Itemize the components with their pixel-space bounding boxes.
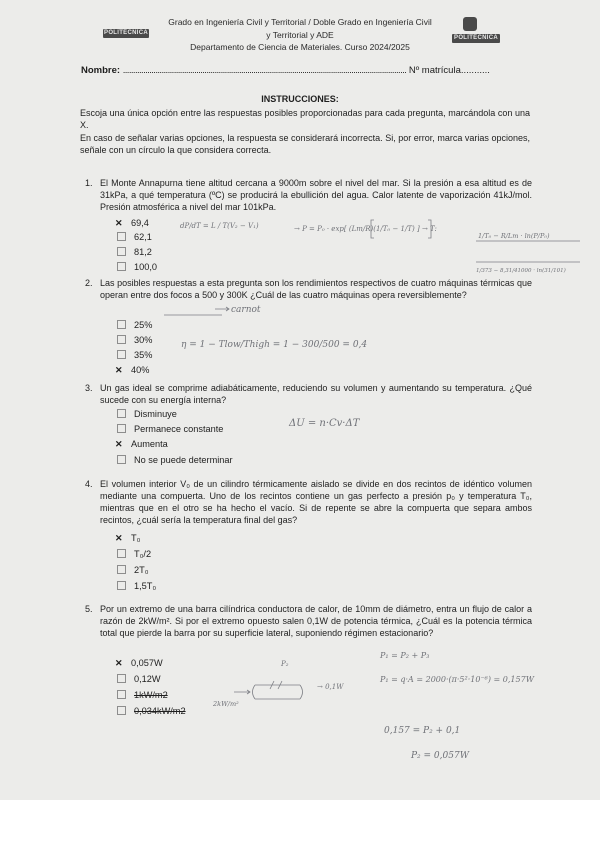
option-label: 81,2 [134, 247, 152, 257]
option-label: Disminuye [134, 409, 177, 419]
student-id-label: Nº matrícula [408, 65, 461, 76]
option-label: 62,1 [134, 232, 152, 242]
instructions-title: INSTRUCCIONES: [261, 94, 339, 104]
question-text: Un gas ideal se comprime adiabáticamente, reduciendo su volumen y aumentando su temperatura. ¿Qué sucede con su energía interna? [100, 383, 532, 405]
handwritten-pressure-exp: → P = P₀ · exp[ (Lm/R)(1/T₀ − 1/T) ] → T: [294, 225, 437, 233]
page-bottom-margin [0, 800, 600, 848]
handwritten-inverse-temperature: 1/T₀ − R/Lm · ln(P/P₀) [478, 232, 550, 240]
answer-mark: ✕ [115, 365, 123, 375]
handwritten-power-out: → 0,1W [317, 683, 344, 691]
option-label: 25% [134, 320, 153, 330]
handwritten-power-balance: P₁ = P₂ + P₃ [380, 651, 430, 660]
option-label: 2T₀ [134, 565, 149, 575]
answer-mark: ✕ [115, 533, 123, 543]
option-label: Aumenta [131, 439, 168, 449]
handwritten-internal-energy: ΔU = n·Cv·ΔT [289, 418, 360, 429]
option-label: T₀/2 [134, 549, 152, 559]
university-logo-left: POLITÉCNICA [104, 30, 148, 36]
question-number: 4. [85, 479, 93, 489]
university-logo-right: POLITÉCNICA [452, 34, 500, 43]
handwritten-result: P₂ = 0,057W [411, 751, 469, 761]
handwritten-power-in: P₁ = q·A = 2000·(π·5²·10⁻⁶) = 0,157W [380, 675, 534, 684]
option-label: 0,12W [134, 674, 161, 684]
handwritten-p2-label: P₂ [281, 660, 289, 668]
student-id-field[interactable]: ........... [460, 65, 490, 76]
question-text: El Monte Annapurna tiene altitud cercana a 9000m sobre el nivel del mar. Si la presión a esa altitud es de 31kPa, a qué temperatura (ºC) se producirá la ebullición del agua. Calor latente de vaporización 41kJ/mol. Presión atmosférica a nivel del mar 101kPa. [100, 178, 532, 212]
option-label: Permanece constante [134, 424, 224, 434]
handwritten-clausius-clapeyron: dP/dT = L / T(V₂ − V₁) [180, 222, 259, 230]
bar-sketch [253, 685, 303, 699]
question-text: Las posibles respuestas a esta pregunta son los rendimientos respectivos de cuatro máquinas térmicas que operan entre dos focos a 500 y 300K ¿Cuál de las cuatro máquinas opera reversiblemente? [100, 278, 532, 300]
name-field[interactable]: ........................................................................................................................................... [122, 65, 407, 76]
question-number: 1. [85, 178, 93, 188]
handwritten-substitution: 1/373 − 8,31/41000 · ln(31/101) [476, 268, 566, 274]
handwritten-efficiency: η = 1 − Tlow/Thigh = 1 − 300/500 = 0,4 [181, 340, 368, 350]
option-label: 1kW/m2 [134, 690, 168, 700]
option-label: 0,057W [131, 658, 163, 668]
header-line-2: y Territorial y ADE [266, 30, 334, 40]
bracket-left [371, 220, 374, 238]
option-label: 69,4 [131, 218, 149, 228]
name-label: Nombre: [81, 65, 121, 76]
arrow-carnot [215, 307, 229, 311]
answer-mark: ✕ [115, 439, 123, 449]
instructions-paragraph-2: En caso de señalar varias opciones, la respuesta se considerará incorrecta. Si, por error, marca varias opciones, señale con un círculo la que considera correcta. [80, 133, 530, 155]
question-text: Por un extremo de una barra cilíndrica conductora de calor, de 10mm de diámetro, entra un flujo de calor a razón de 2kW/m². Si por el extremo opuesto salen 0,1W de potencia térmica, ¿Cuál es la potencia térmica total que pierde la barra por su superficie lateral, suponiendo régimen estacionario? [100, 604, 532, 638]
handwritten-power-equation: 0,157 = P₂ + 0,1 [384, 726, 461, 736]
option-label: T₀ [131, 533, 141, 543]
option-label: 40% [131, 365, 150, 375]
arrow-in [234, 690, 250, 694]
header-line-3: Departamento de Ciencia de Materiales. Curso 2024/2025 [190, 42, 410, 52]
handwritten-heat-flux: 2kW/m² [213, 700, 239, 708]
question-text: El volumen interior V₀ de un cilindro térmicamente aislado se divide en dos recintos de idéntico volumen mediante una compuerta. Uno de los recintos contiene un gas perfecto a presión p₀ y temperatura T₀, mientras que en el otro se ha hecho el vacío. Si de repente se abre la compuerta que separa ambos recintos, ¿cuál sería la temperatura final del gas? [100, 479, 532, 525]
question-number: 2. [85, 278, 93, 288]
question-number: 3. [85, 383, 93, 393]
handwritten-carnot: carnot [231, 305, 261, 315]
option-label: 1,5T₀ [134, 581, 157, 591]
bracket-right [428, 220, 431, 238]
answer-mark: ✕ [115, 218, 123, 228]
answer-mark: ✕ [115, 658, 123, 668]
instructions-paragraph-1: Escoja una única opción entre las respuestas posibles proporcionadas para cada pregunta, marcándola con una X. [80, 108, 530, 130]
header-line-1: Grado en Ingeniería Civil y Territorial / Doble Grado en Ingeniería Civil [168, 17, 432, 27]
option-label: 100,0 [134, 262, 157, 272]
question-number: 5. [85, 604, 93, 614]
option-label: No se puede determinar [134, 455, 233, 465]
option-label: 30% [134, 335, 153, 345]
option-label: 0,034kW/m2 [134, 706, 186, 716]
option-label: 35% [134, 350, 153, 360]
